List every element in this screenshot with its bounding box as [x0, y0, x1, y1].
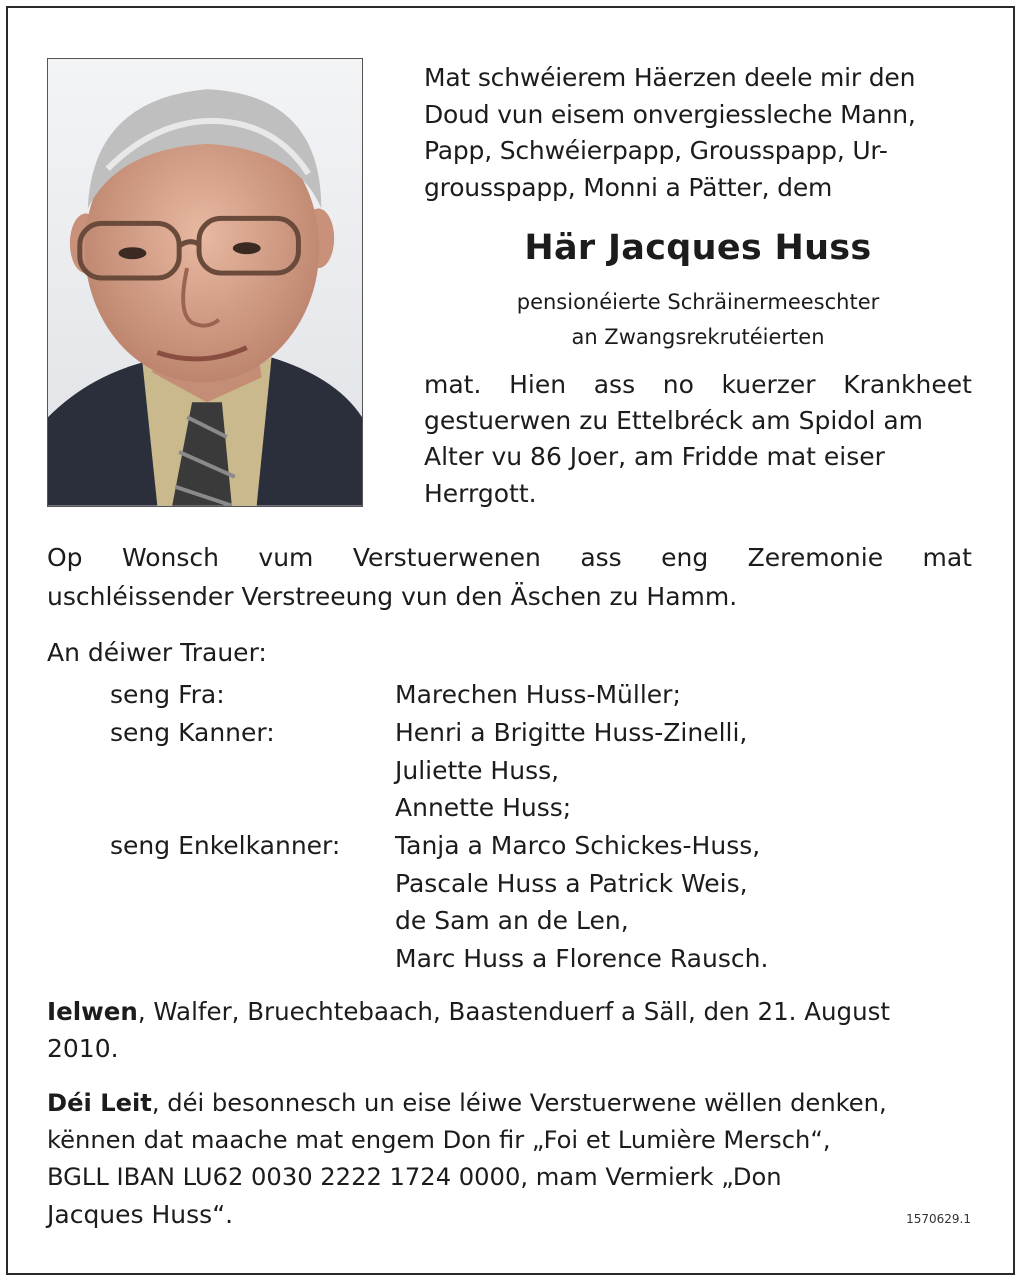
mourner-name: Pascale Huss a Patrick Weis,: [395, 869, 748, 898]
intro-line: Mat schwéierem Häerzen deele mir den: [424, 63, 916, 92]
death-line: [424, 370, 972, 399]
mourner-label: seng Kanner:: [110, 718, 275, 747]
wish-line: uschléissender Verstreeung vun den Äschen zu Hamm.: [47, 582, 738, 611]
mourner-label: seng Enkelkanner:: [110, 831, 341, 860]
word: no: [662, 370, 694, 399]
word: Wonsch: [121, 543, 219, 572]
mourner-name: Annette Huss;: [395, 793, 572, 822]
word: Verstuerwenen: [352, 543, 541, 572]
donation-bold: Déi Leit: [47, 1089, 152, 1117]
donation-rest: , déi besonnesch un eise léiwe Verstuerwene wëllen denken,: [151, 1089, 887, 1117]
intro-line: Doud vun eisem onvergiessleche Mann,: [424, 99, 916, 129]
wish-line: [47, 543, 972, 572]
mourners-heading: An déiwer Trauer:: [47, 638, 267, 667]
word: Op: [47, 543, 83, 572]
death-line: Herrgott.: [424, 479, 537, 508]
reference-number: 1570629.1: [906, 1212, 971, 1226]
donation-line: Jacques Huss“.: [47, 1200, 234, 1229]
deceased-name: Här Jacques Huss: [524, 228, 872, 268]
donation-line: BGLL IBAN LU62 0030 2222 1724 0000, mam Vermierk „Don: [47, 1163, 782, 1191]
mourner-name: Tanja a Marco Schickes-Huss,: [395, 831, 761, 860]
word: kuerzer: [721, 370, 816, 399]
word: ass: [580, 543, 622, 572]
place-date-line: 2010.: [47, 1034, 119, 1063]
word: Hien: [509, 370, 567, 399]
word: mat.: [424, 370, 482, 399]
donation-line: [47, 1089, 887, 1117]
word: mat: [922, 543, 972, 572]
mourner-name: Marc Huss a Florence Rausch.: [395, 944, 769, 973]
place-bold: Ielwen: [47, 997, 138, 1026]
mourner-name: de Sam an de Len,: [395, 906, 629, 935]
intro-paragraph: [424, 60, 972, 206]
death-line: Alter vu 86 Joer, am Fridde mat eiser: [424, 442, 885, 471]
word: Zeremonie: [747, 543, 884, 572]
mourner-name: Juliette Huss,: [395, 756, 560, 785]
word: ass: [593, 370, 636, 399]
intro-line: grousspapp, Monni a Pätter, dem: [424, 172, 833, 202]
portrait-photo: [47, 58, 363, 507]
word: eng: [661, 543, 709, 572]
donation-line: kënnen dat maache mat engem Don fir „Foi et Lumière Mersch“,: [47, 1126, 831, 1154]
intro-line: Papp, Schwéierpapp, Grousspapp, Ur-: [424, 136, 888, 165]
word: vum: [258, 543, 314, 572]
deceased-title-line: an Zwangsrekrutéierten: [571, 325, 825, 349]
death-line: gestuerwen zu Ettelbréck am Spidol am: [424, 406, 924, 435]
place-date-line: [47, 997, 890, 1026]
word: Krankheet: [843, 370, 972, 399]
mourner-label: seng Fra:: [110, 680, 225, 709]
mourner-name: Marechen Huss-Müller;: [395, 680, 681, 709]
place-rest: , Walfer, Bruechtebaach, Baastenduerf a Säll, den 21. August: [137, 997, 890, 1026]
deceased-title-line: pensionéierte Schräinermeeschter: [516, 290, 880, 314]
mourner-name: Henri a Brigitte Huss-Zinelli,: [395, 718, 748, 747]
